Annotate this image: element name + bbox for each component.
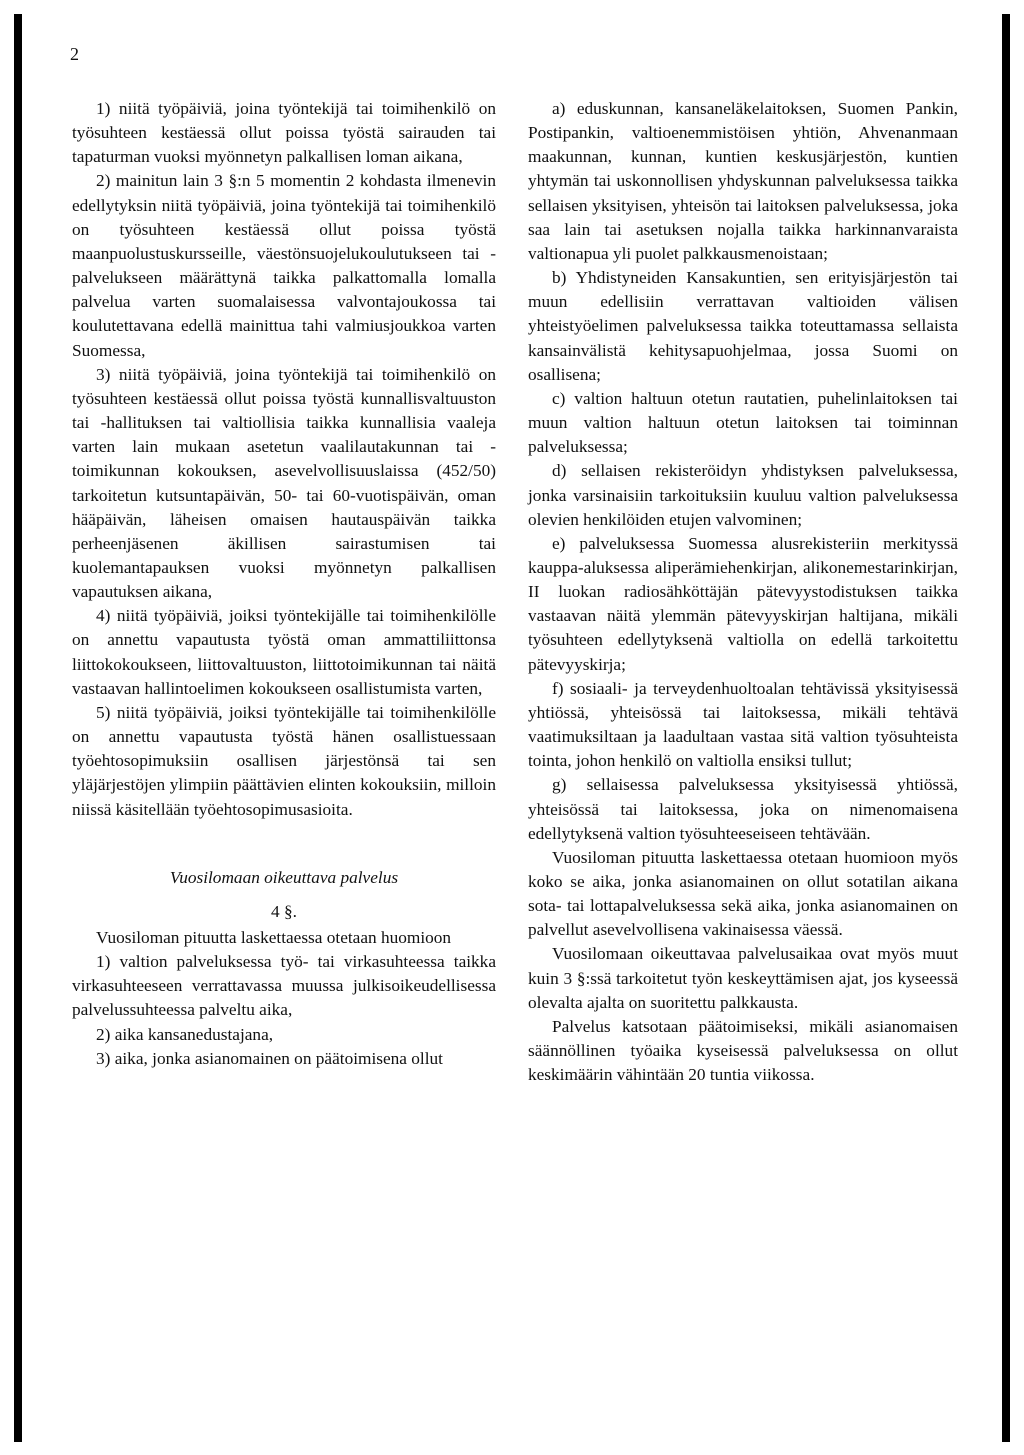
service-item-b: b) Yhdistyneiden Kansakuntien, sen erityisjärjestön tai muun edellisiin verrattavan valtioiden välisen yhteistyöelimen palveluksessa taikka toteuttamassa sellaista kansainvälistä kehitysapuohjelmaa, jossa Suomi on osallisena;: [528, 268, 958, 384]
service-item-g: g) sellaisessa palveluksessa yksityisessä yhtiössä, yhteisössä tai laitoksessa, joka on nimenomaisena edellytyksenä valtion työsuhteeseiseen tehtävään.: [528, 775, 958, 843]
list-item-2: 2) mainitun lain 3 §:n 5 momentin 2 kohdasta ilmenevin edellytyksin niitä työpäiviä, joina työntekijä tai toimihenkilö on työsuhteen kestäessä ollut poissa työstä maanpuolustuskursseille, väestönsuojelukoulutukseen tai -palvelukseen määrättynä taikka palkattomalla lomalla palvelua varten suomalaisessa valvontajoukossa tai koulutettavana edellä mainittua tahi valmiusjoukkoa varten Suomessa,: [72, 171, 496, 360]
service-item-f: f) sosiaali- ja terveydenhuoltoalan tehtävissä yksityisessä yhtiössä, yhteisössä tai laitoksessa, mikäli tehtävä vaatimuksiltaan ja laadultaan vastaa sitä valtion työsuhteista tointa, johon henkilö on valtiolla ensiksi tullut;: [528, 678, 958, 771]
paragraph-interruptions: Vuosilomaan oikeuttavaa palvelusaikaa ovat myös muut kuin 3 §:ssä tarkoitetut työn keskeyttämisen ajat, jos kyseessä olevalta ajalta on suoritettu palkkausta.: [528, 944, 958, 1012]
paragraph-war-service: Vuosiloman pituutta laskettaessa otetaan huomioon myös koko se aika, jonka asianomainen on ollut sotatilan aikana sota- tai lottapalveluksessa sekä aika, jonka asianomainen on palvellut asevelvollisena vakinaisessa väessä.: [528, 847, 958, 940]
list-item-5: 5) niitä työpäiviä, joiksi työntekijälle tai toimihenkilölle on annettu vapautusta työstä hänen osallistuessaan työehtosopimuksiin osallisen järjestönsä tai sen yläjärjestöjen ylimpiin päättävien elinten kokouksiin, milloin niissä käsitellään työehtosopimusasioita.: [72, 702, 496, 819]
service-item-2: 2) aika kansanedustajana,: [96, 1024, 274, 1044]
scan-edge-right: [1002, 14, 1010, 1442]
service-item-e: e) palveluksessa Suomessa alusrekisteriin merkityssä kauppa-aluksessa aliperämiehenkirjan, alikonemestarinkirjan, II luokan radiosähköttäjän pätevyystodistuksen taikka vastaavan näitä ylemmän pätevyyskirjan haltijana, mikäli työsuhteen edellytyksenä valtiolla on edellä tarkoitettu pätevyyskirja;: [528, 533, 958, 674]
service-item-d: d) sellaisen rekisteröidyn yhdistyksen palveluksessa, jonka varsinaisiin tarkoituksiin kuuluu valtion palveluksessa olevien henkilöiden etujen valvominen;: [528, 461, 958, 529]
page-number: 2: [70, 44, 79, 64]
list-item-1: 1) niitä työpäiviä, joina työntekijä tai toimihenkilö on työsuhteen kestäessä ollut poissa työstä sairauden tai tapaturman vuoksi myönnetyn palkallisen loman aikana,: [72, 99, 496, 167]
service-item-c: c) valtion haltuun otetun rautatien, puhelinlaitoksen tai muun valtion haltuun otetun laitoksen tai toiminnan palveluksessa;: [528, 388, 958, 457]
list-item-4: 4) niitä työpäiviä, joiksi työntekijälle tai toimihenkilölle on annettu vapautusta työstä oman ammattiliittonsa liittokokoukseen, liittovaltuuston, liittotoimikunnan tai näitä vastaavan hallintoelimen kokoukseen osallistumista varten,: [72, 606, 496, 698]
service-item-3: 3) aika, jonka asianomainen on päätoimisena ollut: [96, 1048, 443, 1068]
service-item-1: 1) valtion palveluksessa työ- tai virkasuhteessa taikka virkasuhteeseen verrattavassa muussa julkisoikeudellisessa palvelussuhteessa palveltu aika,: [72, 952, 496, 1020]
section-number: 4 §.: [271, 901, 297, 921]
right-column: [528, 97, 958, 1087]
scan-edge-left: [14, 14, 22, 1442]
paragraph-full-time: Palvelus katsotaan päätoimiseksi, mikäli asianomaisen säännöllinen työaika kyseisessä palveluksessa on ollut keskimäärin vähintään 20 tuntia viikossa.: [528, 1016, 958, 1085]
left-column: [72, 97, 496, 1071]
service-item-a: a) eduskunnan, kansaneläkelaitoksen, Suomen Pankin, Postipankin, valtioenemmistöisen yhtiön, Ahvenanmaan maakunnan, kunnan, kuntien keskusjärjestön, kuntien yhtymän tai uskonnollisen yhdyskunnan palveluksessa taikka sellaisen yksityisen, yhteisön tai laitoksen palveluksessa, joka saa lain tai asetuksen nojalla taikka harkinnanvaraista valtionapua yli puolet palkkausmenoistaan;: [528, 99, 958, 263]
list-item-3: 3) niitä työpäiviä, joina työntekijä tai toimihenkilö on työsuhteen kestäessä ollut poissa työstä kunnallisvaltuuston tai -hallituksen tai valtiollisia taikka kunnallisia vaaleja varten lain mukaan asetetun vaalilautakunnan tai -toimikunnan kokouksen, asevelvollisuuslaissa (452/50) tarkoitetun kutsuntapäivän, 50- tai 60-vuotispäivän, oman hääpäivän, läheisen omaisen hautauspäivän taikka perheenjäsenen äkillisen sairastumisen tai kuolemantapauksen vuoksi myönnetyn palkallisen vapautuksen aikana,: [72, 364, 496, 602]
section-heading: Vuosilomaan oikeuttava palvelus: [169, 867, 399, 887]
section-intro: Vuosiloman pituutta laskettaessa otetaan huomioon: [96, 928, 452, 947]
